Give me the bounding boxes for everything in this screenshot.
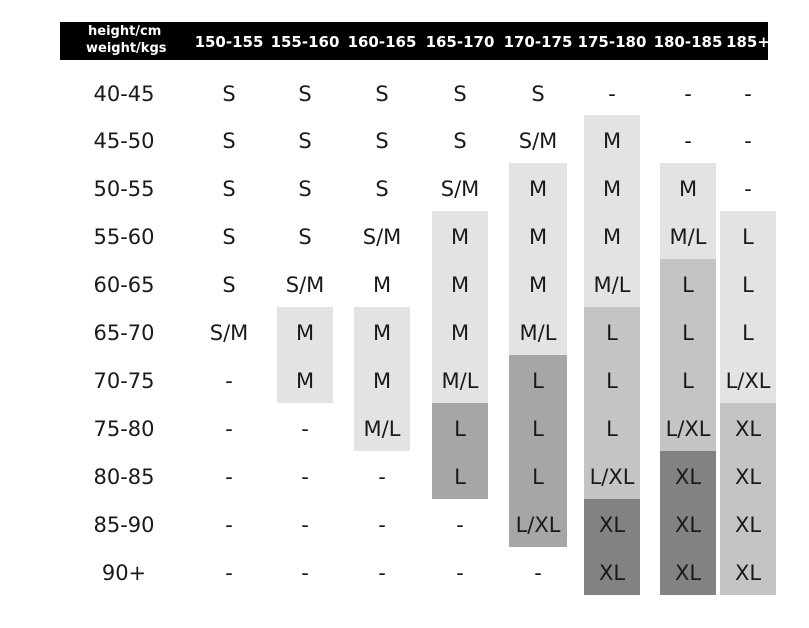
size-cell: M — [295, 369, 315, 393]
size-cell: - — [744, 177, 752, 201]
size-cell: - — [378, 465, 386, 489]
size-cell: S — [298, 225, 312, 249]
size-cell: - — [378, 513, 386, 537]
size-cell: - — [534, 561, 542, 585]
size-cell: - — [456, 513, 464, 537]
size-cell: M — [450, 225, 470, 249]
size-cell: L — [742, 273, 754, 297]
size-cell: S/M — [362, 225, 402, 249]
size-cell: - — [225, 465, 233, 489]
size-cell: S — [298, 129, 312, 153]
size-cell: XL — [734, 465, 762, 489]
size-cell: M — [602, 129, 622, 153]
size-cell: M/L — [519, 321, 557, 345]
height-column-header: 170-175 — [503, 33, 573, 51]
size-cell: XL — [674, 561, 702, 585]
size-cell: M — [528, 273, 548, 297]
height-column-header: 160-165 — [347, 33, 417, 51]
size-cell: S — [222, 82, 236, 106]
size-cell: - — [744, 129, 752, 153]
size-cell: M/L — [593, 273, 631, 297]
size-cell: - — [744, 82, 752, 106]
size-cell: M — [372, 273, 392, 297]
weight-row-label: 45-50 — [93, 129, 155, 153]
size-cell: L — [742, 321, 754, 345]
size-cell: - — [301, 465, 309, 489]
size-cell: L — [606, 417, 618, 441]
size-cell: M — [602, 177, 622, 201]
size-cell: L — [682, 369, 694, 393]
size-cell: L — [742, 225, 754, 249]
size-cell: XL — [734, 417, 762, 441]
size-cell: - — [225, 417, 233, 441]
size-cell: - — [225, 369, 233, 393]
size-cell: M — [372, 369, 392, 393]
weight-row-label: 55-60 — [93, 225, 155, 249]
size-cell: M — [528, 225, 548, 249]
size-cell: S — [222, 225, 236, 249]
size-cell: L — [532, 465, 544, 489]
size-cell: M — [602, 225, 622, 249]
height-column-header: 185+ — [726, 33, 770, 51]
size-cell: L/XL — [725, 369, 771, 393]
size-cell: S/M — [285, 273, 325, 297]
size-cell: L/XL — [589, 465, 635, 489]
size-cell: - — [684, 129, 692, 153]
size-cell: - — [456, 561, 464, 585]
size-cell: XL — [734, 513, 762, 537]
size-cell: S — [222, 177, 236, 201]
size-cell: M — [528, 177, 548, 201]
size-cell: M — [450, 321, 470, 345]
height-column-header: 175-180 — [577, 33, 647, 51]
size-cell: S — [453, 82, 467, 106]
size-cell: S — [298, 177, 312, 201]
size-cell: - — [301, 417, 309, 441]
height-column-header: 165-170 — [425, 33, 495, 51]
weight-row-label: 40-45 — [93, 82, 155, 106]
size-cell: L — [454, 417, 466, 441]
size-cell: - — [378, 561, 386, 585]
size-cell: XL — [598, 561, 626, 585]
size-cell: XL — [734, 561, 762, 585]
size-cell: - — [684, 82, 692, 106]
weight-row-label: 75-80 — [93, 417, 155, 441]
size-cell: S — [453, 129, 467, 153]
weight-row-label: 65-70 — [93, 321, 155, 345]
size-cell: XL — [598, 513, 626, 537]
size-cell: XL — [674, 465, 702, 489]
size-cell: L — [454, 465, 466, 489]
size-cell: L — [606, 369, 618, 393]
size-cell: - — [225, 513, 233, 537]
weight-row-label: 90+ — [101, 561, 147, 585]
size-cell: S — [375, 129, 389, 153]
weight-row-label: 80-85 — [93, 465, 155, 489]
weight-row-label: 85-90 — [93, 513, 155, 537]
size-cell: L/XL — [665, 417, 711, 441]
corner-label-weight: weight/kgs — [86, 41, 167, 56]
weight-row-label: 50-55 — [93, 177, 155, 201]
size-cell: - — [608, 82, 616, 106]
size-cell: S/M — [518, 129, 558, 153]
size-cell: S — [375, 177, 389, 201]
size-cell: M/L — [441, 369, 479, 393]
size-cell: M — [450, 273, 470, 297]
size-cell: S — [222, 273, 236, 297]
corner-label-height: height/cm — [88, 24, 162, 39]
height-column-header: 155-160 — [270, 33, 340, 51]
size-cell: L — [682, 321, 694, 345]
size-cell: S — [531, 82, 545, 106]
size-cell: - — [301, 561, 309, 585]
size-cell: S — [375, 82, 389, 106]
size-cell: M/L — [363, 417, 401, 441]
size-cell: L — [532, 369, 544, 393]
weight-row-label: 70-75 — [93, 369, 155, 393]
size-cell: M/L — [669, 225, 707, 249]
size-cell: - — [301, 513, 309, 537]
weight-row-label: 60-65 — [93, 273, 155, 297]
size-cell: L — [682, 273, 694, 297]
size-cell: M — [678, 177, 698, 201]
size-cell: M — [372, 321, 392, 345]
height-column-header: 180-185 — [653, 33, 723, 51]
size-cell: - — [225, 561, 233, 585]
size-cell: S/M — [209, 321, 249, 345]
size-cell: L — [532, 417, 544, 441]
size-cell: S/M — [440, 177, 480, 201]
size-cell: M — [295, 321, 315, 345]
size-cell: S — [298, 82, 312, 106]
size-cell: XL — [674, 513, 702, 537]
size-cell: S — [222, 129, 236, 153]
size-cell: L/XL — [515, 513, 561, 537]
size-cell: L — [606, 321, 618, 345]
height-column-header: 150-155 — [194, 33, 264, 51]
